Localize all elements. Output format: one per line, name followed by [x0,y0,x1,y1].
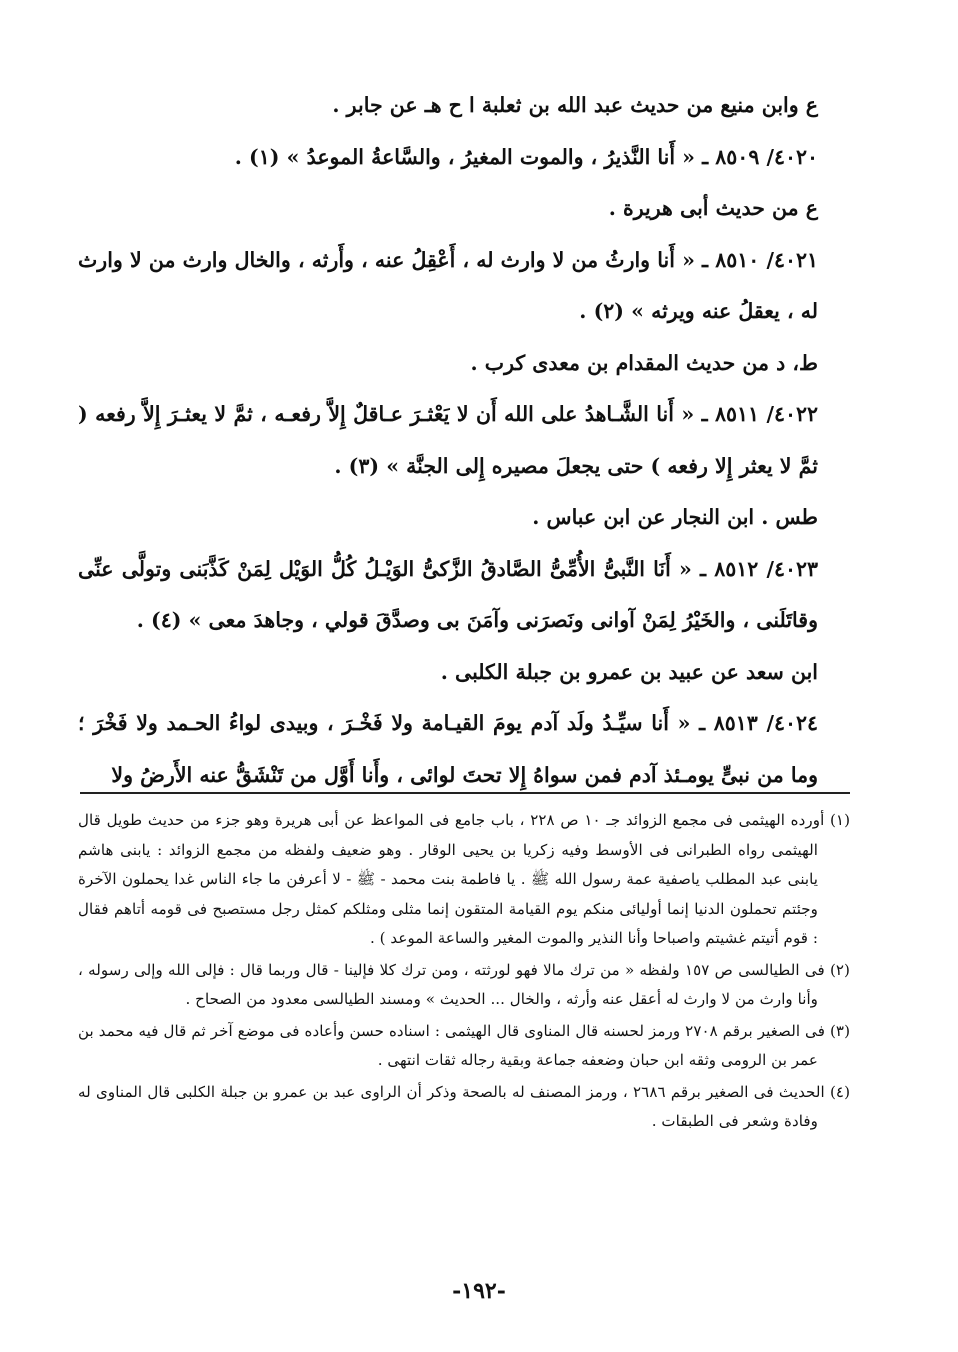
attribution-line: ابن سعد عن عبيد بن عمرو بن جبلة الكلبى . [440,659,818,684]
footnote-4: (٤) الحديث فى الصغير برقم ٢٦٨٦ ، ورمز المصنف له بالصحة وذكر أن الراوى عبد بن عمرو بن جبلة الكلبى قال المناوى له وفادة وشعر فى الطبقات . [78,1082,850,1130]
attribution-line: ع من حديث أبى هريرة . [608,196,818,220]
footnotes [78,806,850,1139]
footnote-3: (٣) فى الصغير برقم ٢٧٠٨ ورمز لحسنه قال المناوى قال الهيثمى : اسناده حسن وأعاده فى موضع آخر ثم قال فيه محمد بن عمر بن الرومى وثقه ابن حبان وضعفه جماعة وبقية رجاله ثقات انتهى . [78,1021,851,1069]
attribution-line: ط، د من حديث المقدام بن معدى كرب . [470,350,818,375]
page-number: -١٩٢- [452,1278,506,1304]
footnote-2: (٢) فى الطيالسى ص ١٥٧ ولفظه « من ترك مالا فهو لورثته ، ومن ترك كلا فإلينا - قال وربما قال : فإلى الله وإلى رسوله ، وأنا وارث من لا وارث له أعقل عنه وأرثه ، والخال ... الحديث » ومسند الطيالسى معدود من الصحاح . [78,960,850,1008]
attribution-line: ع وابن منيع من حديث عبد الله بن ثعلبة ا ح هـ عن جابر . [332,93,818,117]
hadith-4020: ٤٠٢٠/ ٨٥٠٩ ـ « أَنا النَّذيرُ ، والموت المغيرُ ، والسَّاعةُ الموعدُ » (١) . [234,144,818,169]
main-text [78,80,818,801]
footnote-1: (١) أورده الهيثمى فى مجمع الزوائد جـ ١٠ ص ٢٢٨ ، باب جامع فى المواعظ عن أبى هريرة وهو جزء من حديث طويل قال الهيثمى رواه الطبرانى فى الأوسط وفيه زكريا بن يحيى الوقار . وهو ضعيف ولفظه من مجمع الزوائد : يابنى هاشم يابنى عبد المطلب ياصفية عمة رسول الله ﷺ . يا فاطمة بنت محمد - ﷺ - لا أعرفن ما جاء الناس غدا يحملون الآخرة وجئتم تحملون الدنيا إنما أوليائى منكم يوم القيامة المتقون إنما مثلى ومثلكم كمثل رجل مستصبح فى قومه أتاهم فقال : قوم أتيتم غشيتم واصباحا وأنا النذير والموت المغير والساعة الموعد ) . [78,811,850,947]
hadith-4022: ٤٠٢٢/ ٨٥١١ ـ « أَنا الشَّـاهدُ على الله أَن لا يَعْثـرَ عـاقلٌ إِلاَّ رفعـه ، ثمَّ لا يعثـرَ إِلاَّ رفعه ( ثمَّ لا يعثر إِلا رفعه ) حتى يجعلَ مصيره إِلى الجنَّة » (٣) . [78,402,819,478]
footnote-divider [80,792,850,794]
attribution-line: طس . ابن النجار عن ابن عباس . [532,505,818,529]
hadith-4024: ٤٠٢٤/ ٨٥١٣ ـ « أَنا سيِّـدُ ولَد آدم يومَ القيـامة ولا فَخْـرَ ، وبيدى لواءُ الحـمد ولا فَخْرَ ؛ وما من نبىٍّ يومـئذ آدم فمن سواهُ إِلا تحتَ لوائى ، وأَنا أَوَّل من تَنْشَقُّ عنه الأَرضُ ولا [78,711,819,787]
hadith-4021: ٤٠٢١/ ٨٥١٠ ـ « أَنا وارثُ من لا وارث له ، أَعْقِلُ عنه ، وأَرثه ، والخال وارث من لا وارث له ، يعقلُ عنه ويرثه » (٢) . [78,247,818,323]
hadith-4023: ٤٠٢٣/ ٨٥١٢ ـ « أَنَا النَّبىُّ الأُمِّىُّ الصَّادقُ الزَّكىُّ الوَيْـلُ كُلُّ الوَيْل لِمَنْ كَذَّبَنى وتولَّى عنِّى وقاتَلَنى ، والخَيْرُ لِمَنْ آوانى ونَصرَنى وآمَنَ بى وصدَّقَ قولي ، وجاهدَ معى » (٤) . [78,556,818,632]
